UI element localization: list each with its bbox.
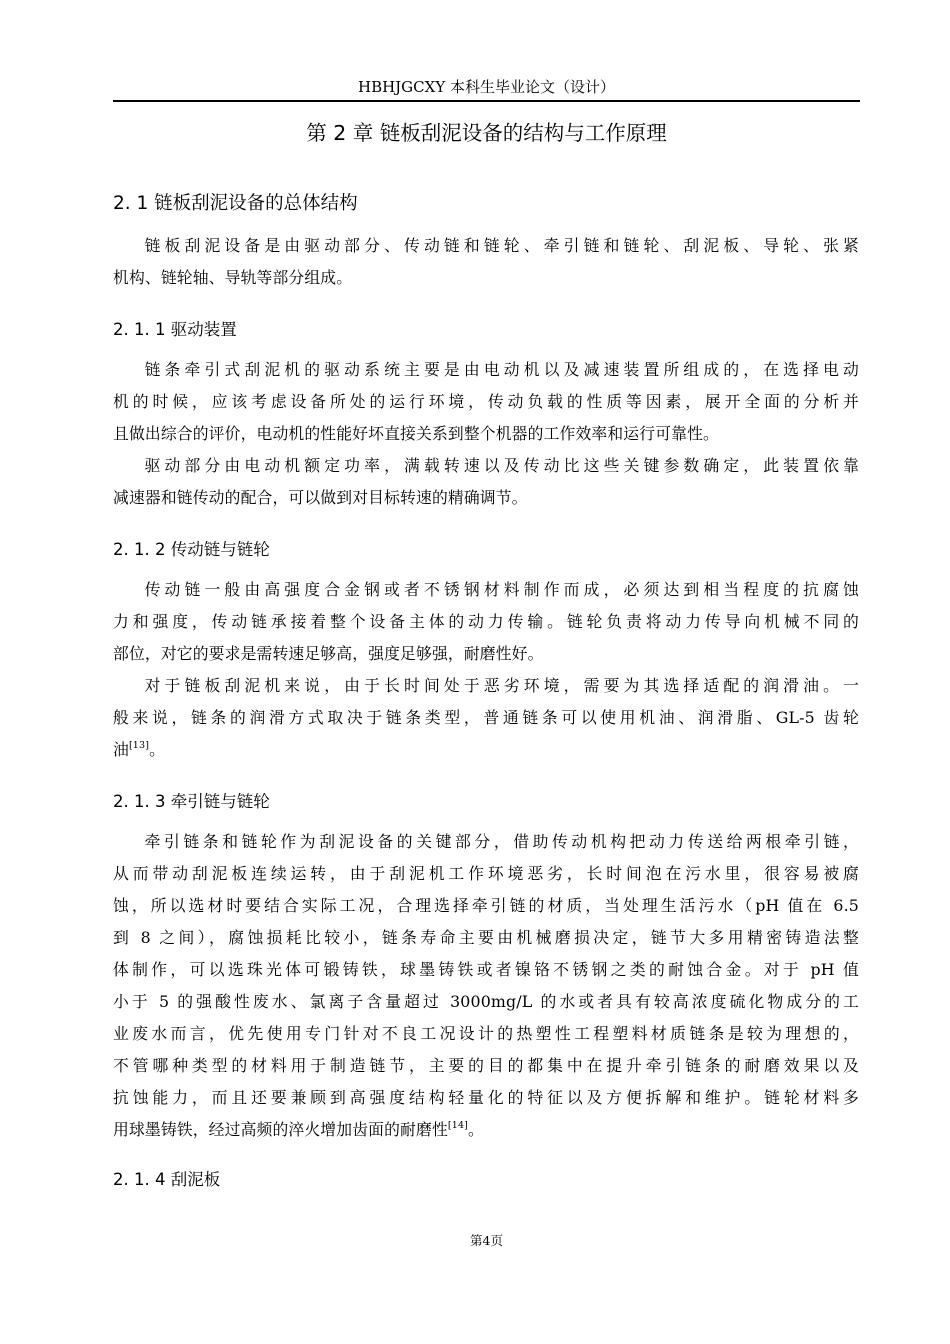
text-line: 对于链板刮泥机来说，由于长时间处于恶劣环境，需要为其选择适配的润滑油。一 (144, 676, 859, 695)
text-line (113, 734, 859, 766)
text-line: 牵引链条和链轮作为刮泥设备的关键部分，借助传动机构把动力传送给两根牵引链， (144, 832, 859, 851)
text-line: 机的时候，应该考虑设备所处的运行环境，传动负载的性质等因素，展开全面的分析并 (113, 392, 859, 411)
paragraph-2-1-2-a (113, 574, 859, 670)
section-heading-2-1-3: 2. 1. 3 牵引链与链轮 (113, 792, 270, 811)
text-line (113, 1114, 859, 1146)
text-line: 小于 5 的强酸性废水、氯离子含量超过 3000mg/L 的水或者具有较高浓度硫化物成分的工 (113, 992, 859, 1011)
text-line: 抗蚀能力，而且还要兼顾到高强度结构轻量化的特征以及方便拆解和维护。链轮材料多 (113, 1088, 859, 1107)
text-line: 链板刮泥设备是由驱动部分、传动链和链轮、牵引链和链轮、刮泥板、导轮、张紧 (144, 236, 859, 255)
text-line: 部位，对它的要求是需转速足够高，强度足够强，耐磨性好。 (113, 644, 544, 663)
text-fragment: 。 (149, 740, 166, 759)
header-rule (113, 100, 860, 102)
text-line: 传动链一般由高强度合金钢或者不锈钢材料制作而成，必须达到相当程度的抗腐蚀 (144, 580, 859, 599)
text-line: 减速器和链传动的配合，可以做到对目标转速的精确调节。 (113, 488, 528, 507)
text-fragment: 用球墨铸铁，经过高频的淬火增加齿面的耐磨性 (113, 1120, 448, 1139)
text-line: 且做出综合的评价，电动机的性能好坏直接关系到整个机器的工作效率和运行可靠性。 (113, 424, 719, 443)
paragraph-2-1-2-b (113, 670, 859, 766)
text-fragment: 。 (468, 1120, 484, 1139)
text-line: 到 8 之间），腐蚀损耗比较小，链条寿命主要由机械磨损决定，链节大多用精密铸造法整 (113, 928, 859, 947)
text-line: 体制作，可以选珠光体可锻铸铁，球墨铸铁或者镍铬不锈钢之类的耐蚀合金。对于 pH 值 (113, 960, 859, 979)
paragraph-2-1-3 (113, 826, 859, 1146)
text-line: 业废水而言，优先使用专门针对不良工况设计的热塑性工程塑料材质链条是较为理想的， (113, 1024, 859, 1043)
text-line: 从而带动刮泥板连续运转，由于刮泥机工作环境恶劣，长时间泡在污水里，很容易被腐 (113, 864, 859, 883)
paragraph-2-1-1-a (113, 354, 859, 450)
section-heading-2-1-4: 2. 1. 4 刮泥板 (113, 1170, 221, 1189)
running-header: HBHJGCXY 本科生毕业论文（设计） (357, 78, 615, 96)
text-line: 不管哪种类型的材料用于制造链节，主要的目的都集中在提升牵引链条的耐磨效果以及 (113, 1056, 859, 1075)
text-fragment: 油 (113, 740, 129, 759)
chapter-title: 第 2 章 链板刮泥设备的结构与工作原理 (306, 121, 667, 145)
section-heading-2-1: 2. 1 链板刮泥设备的总体结构 (113, 193, 358, 214)
text-line: 链条牵引式刮泥机的驱动系统主要是由电动机以及减速装置所组成的，在选择电动 (144, 360, 859, 379)
citation-ref: [14] (447, 1120, 468, 1131)
text-line: 蚀，所以选材时要结合实际工况，合理选择牵引链的材质，当处理生活污水（pH 值在 6.5 (113, 896, 859, 915)
text-line: 般来说，链条的润滑方式取决于链条类型，普通链条可以使用机油、润滑脂、GL-5 齿轮 (113, 708, 859, 727)
text-line: 驱动部分由电动机额定功率，满载转速以及传动比这些关键参数确定，此装置依靠 (144, 456, 859, 475)
text-line: 机构、链轮轴、导轨等部分组成。 (113, 268, 353, 287)
section-heading-2-1-2: 2. 1. 2 传动链与链轮 (113, 540, 270, 559)
citation-ref: [13] (128, 740, 150, 751)
text-line: 力和强度，传动链承接着整个设备主体的动力传输。链轮负责将动力传导向机械不同的 (113, 612, 859, 631)
paragraph-2-1 (113, 230, 859, 294)
page-number: 第4页 (470, 1233, 503, 1248)
section-heading-2-1-1: 2. 1. 1 驱动装置 (113, 320, 237, 339)
paragraph-2-1-1-b (113, 450, 859, 514)
